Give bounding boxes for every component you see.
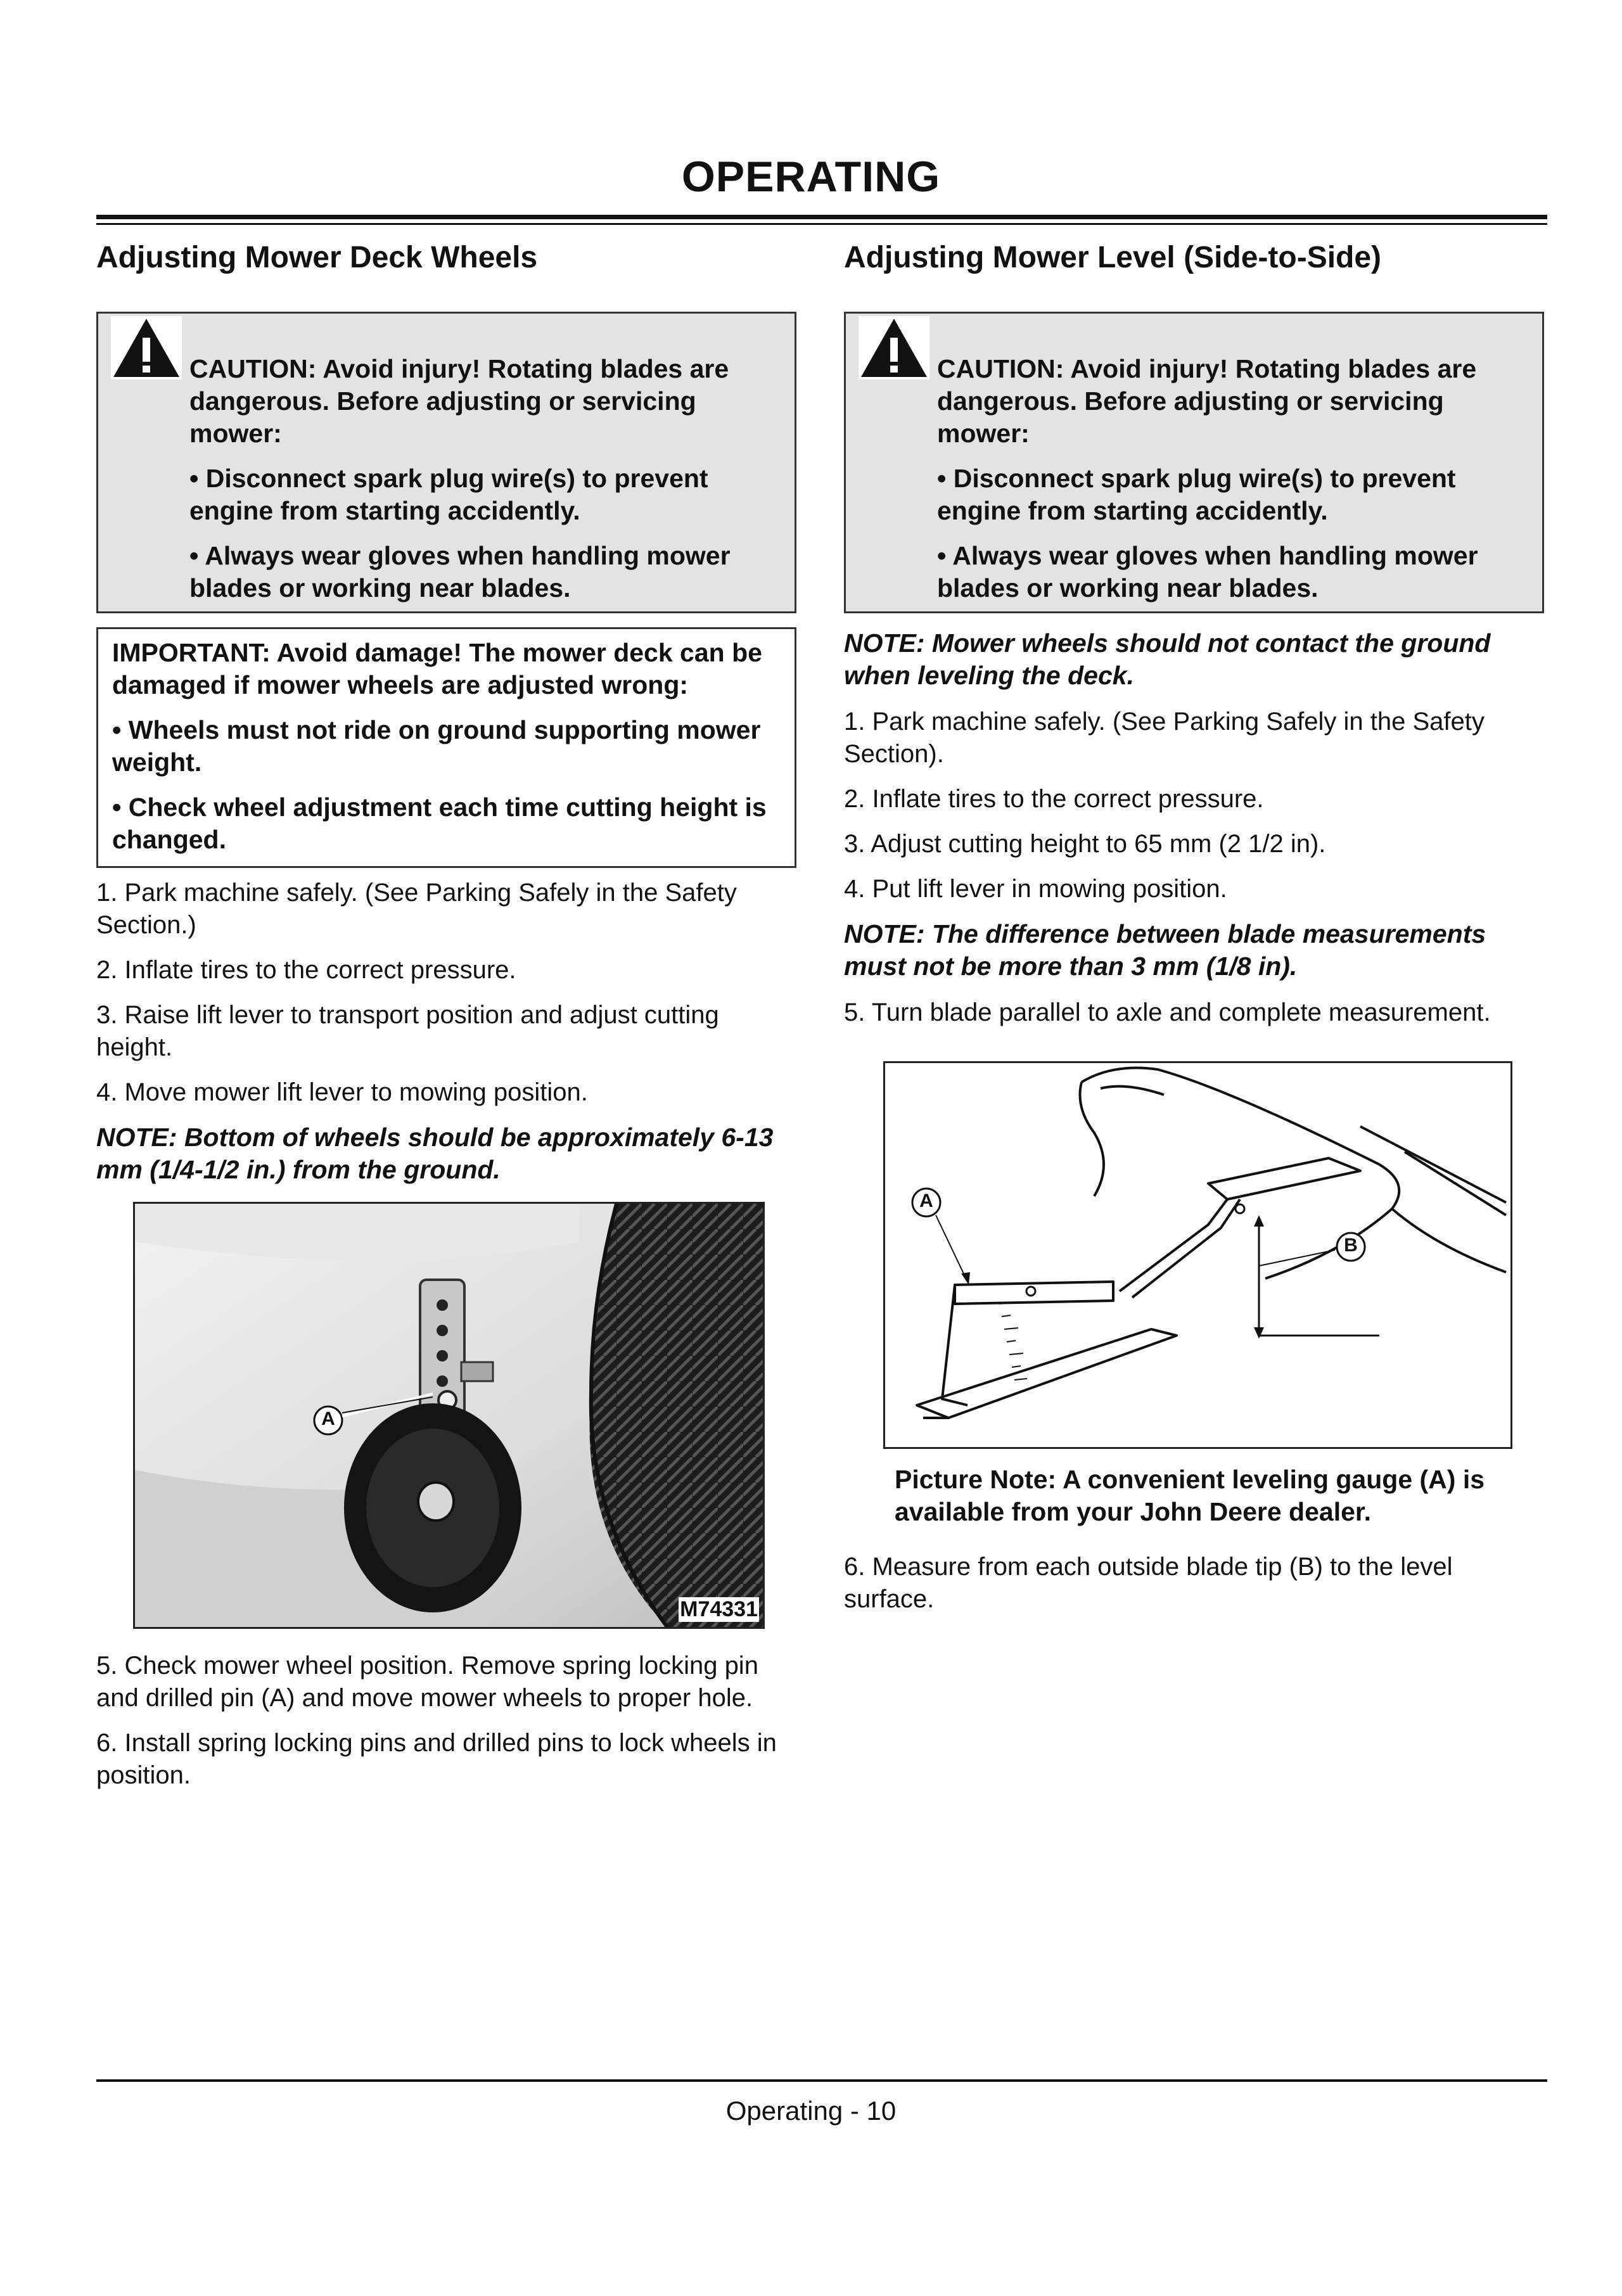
right-caution-bullet: • Disconnect spark plug wire(s) to prevent engine from starting accidently. (937, 464, 1456, 525)
left-step: 2. Inflate tires to the correct pressure. (96, 956, 516, 984)
right-step: 5. Turn blade parallel to axle and complete measurement. (844, 998, 1491, 1026)
left-step: 3. Raise lift lever to transport position and adjust cutting height. (96, 1001, 719, 1061)
header-rule-thick (96, 215, 1547, 219)
figure-id: M74331 (680, 1597, 758, 1621)
right-note-difference: NOTE: The difference between blade measurements must not be more than 3 mm (1/8 in). (844, 919, 1486, 981)
right-section-heading: Adjusting Mower Level (Side-to-Side) (844, 241, 1382, 274)
right-column (844, 234, 1544, 1042)
right-step: 3. Adjust cutting height to 65 mm (2 1/2 in). (844, 830, 1326, 858)
right-step: 4. Put lift lever in mowing position. (844, 875, 1227, 903)
right-step: 1. Park machine safely. (See Parking Safely in the Safety Section). (844, 708, 1485, 768)
right-note-wheels: NOTE: Mower wheels should not contact the ground when leveling the deck. (844, 628, 1491, 690)
warning-triangle-icon (111, 316, 182, 379)
deck-wheel-illustration (135, 1204, 763, 1627)
left-steps-continued (96, 1641, 796, 1804)
left-caution-bullet: • Disconnect spark plug wire(s) to prevent engine from starting accidently. (189, 464, 708, 525)
leveling-gauge-illustration (885, 1063, 1510, 1447)
important-bullet: • Check wheel adjustment each time cutting height is changed. (112, 793, 767, 854)
callout-a-label: A (321, 1408, 335, 1429)
header-rule-thin (96, 223, 1547, 225)
footer-rule (96, 2079, 1547, 2082)
right-lower-text (844, 1464, 1544, 1628)
page-footer: Operating - 10 (725, 2096, 897, 2126)
left-step: 4. Move mower lift lever to mowing position. (96, 1078, 588, 1106)
left-column (96, 234, 796, 1200)
right-step: 2. Inflate tires to the correct pressure. (844, 785, 1264, 813)
left-section-heading: Adjusting Mower Deck Wheels (96, 241, 538, 274)
left-caution-box (96, 312, 796, 613)
deck-wheel-photo (133, 1202, 765, 1629)
left-caution-intro: CAUTION: Avoid injury! Rotating blades are dangerous. Before adjusting or servicing mower: (189, 354, 729, 448)
picture-note: Picture Note: A convenient leveling gauge (A) is available from your John Deere dealer. (895, 1465, 1485, 1526)
left-step: 5. Check mower wheel position. Remove spring locking pin and drilled pin (A) and move mower wheels to proper hole. (96, 1652, 758, 1712)
left-step: 6. Install spring locking pins and drilled pins to lock wheels in position. (96, 1729, 777, 1789)
leveling-gauge-diagram (883, 1061, 1512, 1449)
left-step: 1. Park machine safely. (See Parking Safely in the Safety Section.) (96, 879, 737, 939)
left-caution-bullet: • Always wear gloves when handling mower blades or working near blades. (189, 541, 731, 603)
warning-triangle-icon (859, 316, 929, 379)
left-note: NOTE: Bottom of wheels should be approximately 6-13 mm (1/4-1/2 in.) from the ground. (96, 1123, 774, 1184)
callout-b-label: B (1344, 1235, 1358, 1256)
callout-a-label: A (919, 1190, 933, 1211)
important-box (96, 627, 796, 868)
right-caution-box (844, 312, 1544, 613)
right-caution-intro: CAUTION: Avoid injury! Rotating blades are dangerous. Before adjusting or servicing mower: (937, 354, 1477, 448)
page-title: OPERATING (681, 153, 941, 201)
right-step: 6. Measure from each outside blade tip (B) to the level surface. (844, 1553, 1453, 1613)
important-intro: IMPORTANT: Avoid damage! The mower deck can be damaged if mower wheels are adjusted wrong: (112, 638, 762, 699)
right-caution-bullet: • Always wear gloves when handling mower blades or working near blades. (937, 541, 1478, 603)
important-bullet: • Wheels must not ride on ground supporting mower weight. (112, 715, 761, 777)
